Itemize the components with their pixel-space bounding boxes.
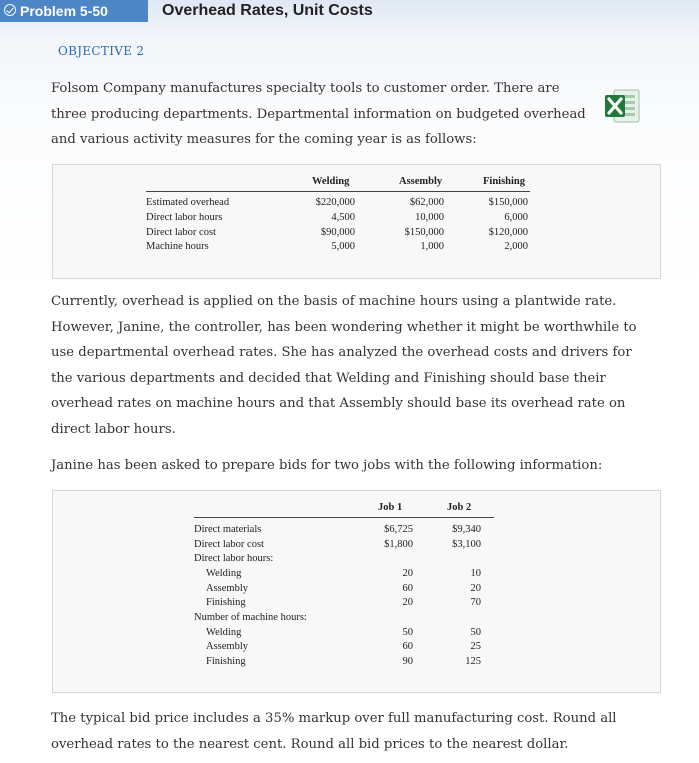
table2-cell: 60 (402, 641, 413, 652)
table2-cell: 50 (402, 627, 413, 638)
table2-header-job2: Job 2 (447, 502, 472, 513)
overhead-table (52, 164, 661, 279)
table2-row-label: Welding (206, 568, 242, 579)
table1-cell: $90,000 (320, 227, 355, 238)
table2-cell: 10 (470, 568, 481, 579)
table1-cell: $120,000 (488, 227, 528, 238)
objective-label: OBJECTIVE 2 (58, 44, 145, 58)
excel-icon[interactable] (603, 87, 641, 125)
table2-cell: $6,725 (384, 524, 413, 535)
closing-paragraph: The typical bid price includes a 35% markup over full manufacturing cost. Round all overhead rates to the nearest cent. Round all bid prices to the nearest dollar. (51, 711, 617, 752)
table2-cell: 60 (402, 583, 413, 594)
table2-cell: 50 (470, 627, 481, 638)
table1-cell: 1,000 (420, 241, 444, 252)
table2-cell: $3,100 (452, 539, 481, 550)
badge-label: Problem 5-50 (20, 3, 108, 19)
table2-row-label: Direct labor hours: (194, 553, 274, 564)
table1-row-label: Direct labor hours (146, 212, 223, 223)
table2-cell: $9,340 (452, 524, 481, 535)
table2-row-label: Number of machine hours: (194, 612, 307, 623)
table1-row-label: Direct labor cost (146, 227, 216, 238)
table2-row-label: Direct labor cost (194, 539, 264, 550)
job-table (52, 490, 661, 693)
table2-cell: 20 (402, 568, 413, 579)
table2-row-label: Direct materials (194, 524, 262, 535)
table1-cell: $62,000 (409, 197, 444, 208)
table1-header-welding: Welding (312, 176, 350, 187)
bids-paragraph: Janine has been asked to prepare bids for two jobs with the following information: (51, 458, 603, 473)
table1-cell: 4,500 (331, 212, 355, 223)
problem-title: Overhead Rates, Unit Costs (162, 2, 373, 19)
table1-row-label: Machine hours (146, 241, 209, 252)
table1-cell: 6,000 (504, 212, 528, 223)
table1-cell: 5,000 (331, 241, 355, 252)
problem-badge (0, 0, 148, 22)
table2-row-label: Finishing (206, 656, 246, 667)
table2-header-job1: Job 1 (378, 502, 403, 513)
table2-cell: 90 (402, 656, 413, 667)
problem-header (0, 0, 699, 22)
table2-cell: 125 (465, 656, 481, 667)
table2-cell: 20 (402, 597, 413, 608)
table1-cell: 10,000 (415, 212, 444, 223)
intro-paragraph: Folsom Company manufactures specialty tools to customer order. There are three producing departments. Departmental information on budgeted overhead and various activity measures for the coming year is as follows: (51, 81, 586, 147)
table1-cell: 2,000 (504, 241, 528, 252)
table1-row-label: Estimated overhead (146, 197, 230, 208)
table2-row-label: Assembly (206, 641, 248, 652)
table2-cell: 25 (470, 641, 481, 652)
table2-row-label: Assembly (206, 583, 248, 594)
table1-cell: $220,000 (315, 197, 355, 208)
middle-paragraph: Currently, overhead is applied on the basis of machine hours using a plantwide rate. However, Janine, the controller, has been wondering whether it might be worthwhile to use departmental overhead rates. She has analyzed the overhead costs and drivers for the various departments and decided that Welding and Finishing should base their overhead rates on machine hours and that Assembly should base its overhead rate on direct labor hours. (51, 294, 637, 437)
table2-cell: 70 (470, 597, 481, 608)
table2-row-label: Finishing (206, 597, 246, 608)
check-circle-icon (4, 4, 16, 16)
table2-cell: $1,800 (384, 539, 413, 550)
table1-cell: $150,000 (488, 197, 528, 208)
table2-cell: 20 (470, 583, 481, 594)
table2-header-rule (194, 517, 494, 518)
table1-header-rule (146, 191, 530, 192)
table1-header-assembly: Assembly (399, 176, 443, 187)
table1-cell: $150,000 (404, 227, 444, 238)
table1-header-finishing: Finishing (483, 176, 526, 187)
table2-row-label: Welding (206, 627, 242, 638)
